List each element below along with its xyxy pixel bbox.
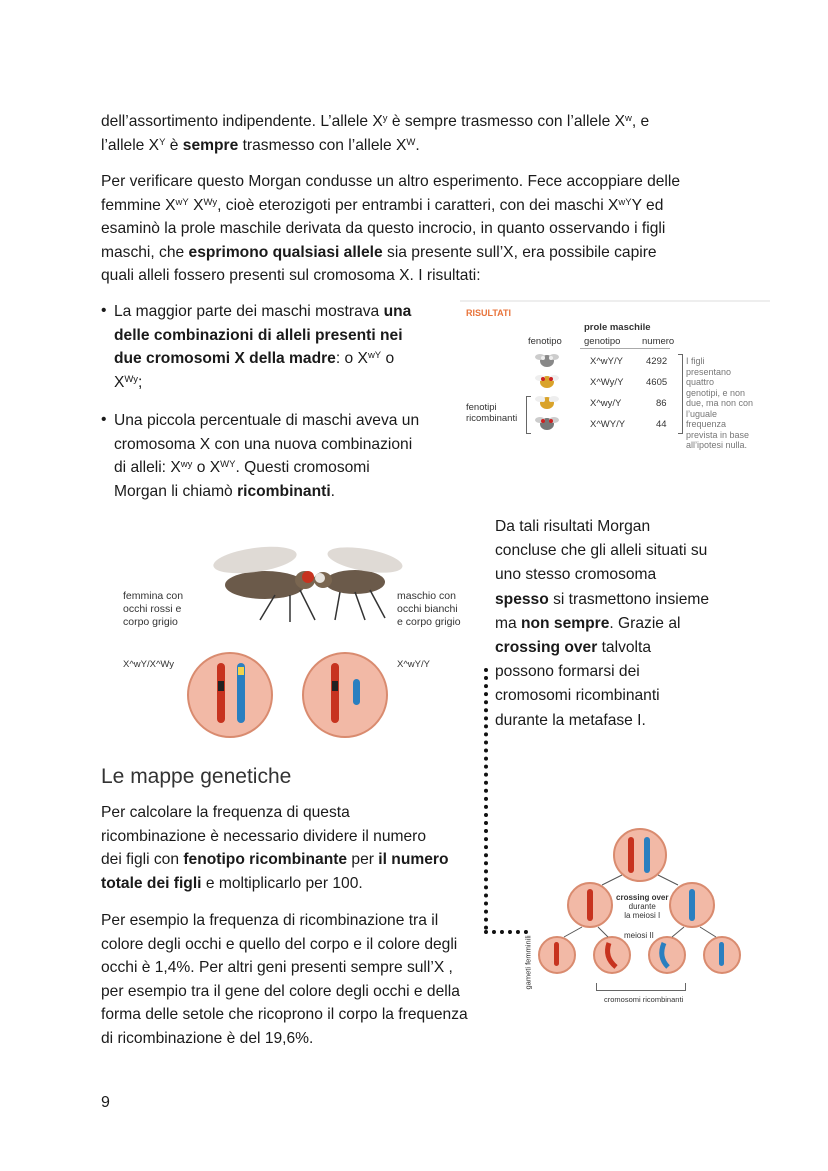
col-numero: numero <box>642 336 675 347</box>
female-label: femmina con occhi rossi e corpo grigio <box>123 590 184 628</box>
row-4-numero: 44 <box>656 419 667 430</box>
row-3-genotipo: X^wy/Y <box>590 398 622 409</box>
meiosis-figure <box>512 825 757 1015</box>
gameti-label: gameti femminili <box>523 935 533 990</box>
paragraph-experiment: Per verificare questo Morgan condusse un altro esperimento. Fece accoppiare delle femmine $X^{wY}$ $X^{Wy}$, cioè eterozigoti per entrambi i caratteri, con dei maschi $X^{wY}Y$ ed esaminò la prole maschile derivata da questo incrocio, in quanto osservando i figli maschi, che esprimono qualsiasi allele sia presente sull’X, era possibile capire quali alleli fossero presenti sul cromosoma X. I risultati: <box>101 173 681 284</box>
bracket-right <box>678 354 683 434</box>
side-label-fenotipi: fenotipi <box>466 402 497 413</box>
results-label: RISULTATI <box>466 308 511 318</box>
section-paragraph-2: Per esempio la frequenza di ricombinazione tra il colore degli occhi e quello del corpo e il colore degli occhi è 1,4%. Per altri geni presenti sempre sull’X , per esempio tra il gene del colore degli occhi e della forma delle setole che ricoprono il corpo la frequenza di ricombinazione è del 19,6%. <box>101 912 468 1047</box>
cell-chromosomes-illustration <box>185 645 395 745</box>
side-label-ricombinanti: ricombinanti <box>466 413 518 424</box>
female-genotype: X^wY/X^Wy <box>123 659 175 670</box>
row-2-genotipo: X^Wy/Y <box>590 377 624 388</box>
section-heading: Le mappe genetiche <box>101 765 292 788</box>
bullet-dot-2: • <box>101 411 107 428</box>
recomb-bracket <box>596 983 686 991</box>
meiosis-ii-label: meiosi II <box>624 931 654 940</box>
results-note: I figli presentano quattro genotipi, e non due, ma non con l’uguale frequenza prevista in base all’ipotesi nulla. <box>686 356 754 450</box>
male-label: maschio con occhi bianchi e corpo grigio <box>397 590 461 628</box>
conclusion-paragraph: Da tali risultati Morgan concluse che gli alleli situati su uno stesso cromosoma spesso si trasmettono insieme ma non sempre. Grazie al crossing over talvolta possono formarsi dei cromosomi ricombinanti durante la metafase I. <box>495 518 710 729</box>
bracket-left <box>526 396 531 434</box>
bullet-dot-1: • <box>101 302 107 319</box>
fly-phenotype-icons <box>532 350 562 434</box>
fly-mating-figure <box>115 520 477 748</box>
fly-icon-grey-red-eye <box>535 417 559 430</box>
row-3-numero: 86 <box>656 398 667 409</box>
intro-line-1: dell’assortimento indipendente. L’allele $X^y$ è sempre trasmesso con l’allele $X^w$, e <box>101 113 650 130</box>
results-group-header: prole maschile <box>584 322 651 333</box>
col-genotipo: genotipo <box>584 336 621 347</box>
page-number: 9 <box>101 1094 110 1111</box>
row-2-numero: 4605 <box>646 377 668 388</box>
bullet-item-2: Una piccola percentuale di maschi aveva un cromosoma X con una nuova combinazioni di alleli: $X^{wy}$ o $X^{WY}$. Questi cromosomi Morgan li chiamò ricombinanti. <box>114 412 420 500</box>
bullet-item-1: La maggior parte dei maschi mostrava una delle combinazioni di alleli presenti nei due cromosomi X della madre: o $X^{wY}$ o $X^{Wy}$; <box>114 303 412 391</box>
dotted-connector-vertical <box>484 668 488 930</box>
results-figure <box>460 300 770 465</box>
recomb-label: cromosomi ricombinanti <box>604 995 684 1004</box>
male-genotype: X^wY/Y <box>397 659 430 670</box>
mating-flies-illustration <box>205 530 405 625</box>
row-4-genotipo: X^WY/Y <box>590 419 626 430</box>
intro-line-2: l’allele $X^Y$ è sempre trasmesso con l’allele $X^W$. <box>101 137 420 154</box>
section-paragraph-1: Per calcolare la frequenza di questa ricombinazione è necessario dividere il numero dei figli con fenotipo ricombinante per il numero totale dei figli e moltiplicarlo per 100. <box>101 804 449 892</box>
row-1-genotipo: X^wY/Y <box>590 356 623 367</box>
fly-icon-yellow-white-eye <box>535 396 559 409</box>
fly-icon-grey-white-eye <box>535 354 559 367</box>
row-1-numero: 4292 <box>646 356 668 367</box>
col-fenotipo: fenotipo <box>528 336 562 347</box>
crossing-over-label: crossing over durante la meiosi I <box>616 893 669 920</box>
fly-icon-yellow-red-eye <box>535 375 559 388</box>
